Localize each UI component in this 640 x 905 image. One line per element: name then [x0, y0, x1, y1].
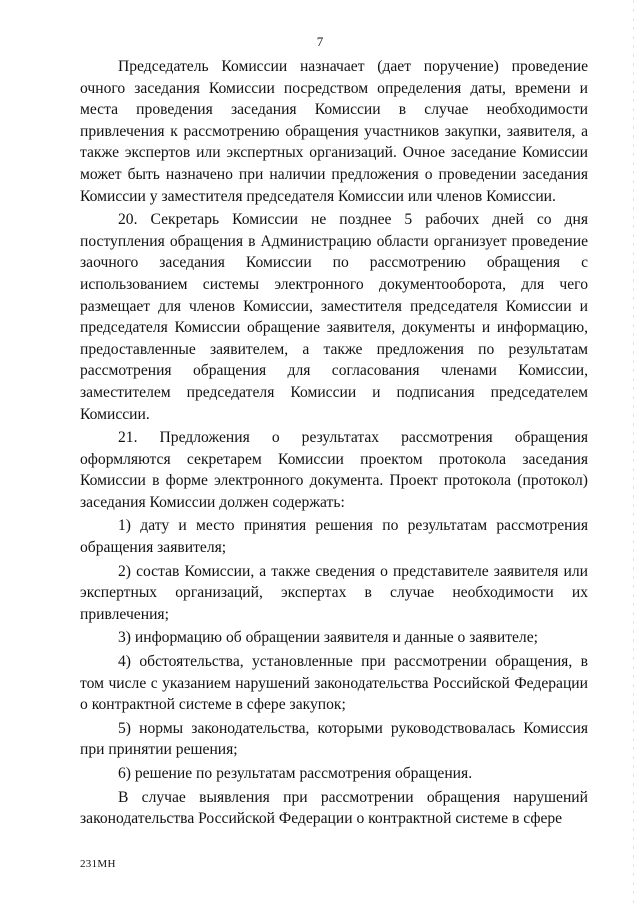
paragraph-20-secretary: 20. Секретарь Комиссии не позднее 5 рабочих дней со дня поступления обращения в Администрацию области организует проведение заочного заседания Комиссии по рассмотрению обращения с использованием системы электронного документооборота, для чего размещает для членов Комиссии, заместителя председателя Комиссии и председателя Комиссии обращение заявителя, документы и информацию, предоставленные заявителем, а также предложения по результатам рассмотрения обращения для согласования членами Комиссии, заместителем председателя Комиссии и подписания председателем Комиссии.	[80, 211, 588, 423]
list-item-3-information: 3) информацию об обращении заявителя и данные о заявителе;	[118, 629, 538, 647]
document-body	[80, 56, 588, 830]
footer-document-code: 231МН	[80, 858, 116, 870]
list-item-4-circumstances: 4) обстоятельства, установленные при рассмотрении обращения, в том числе с указанием нарушений законодательства Российской Федерации о контрактной системе в сфере закупок;	[80, 653, 588, 714]
list-item-5-legal-norms: 5) нормы законодательства, которыми руководствовалась Комиссия при принятии решения;	[80, 719, 588, 759]
list-item-2-composition: 2) состав Комиссии, а также сведения о представителе заявителя или экспертных организаций, экспертах в случае необходимости их привлечения;	[80, 562, 588, 623]
page-number: 7	[316, 34, 324, 49]
paragraph-21-proposals: 21. Предложения о результатах рассмотрения обращения оформляются секретарем Комиссии проектом протокола заседания Комиссии в форме электронного документа. Проект протокола (протокол) заседания Комиссии должен содержать:	[80, 429, 588, 511]
paragraph-violations-case: В случае выявления при рассмотрении обращения нарушений законодательства Российской Федерации о контрактной системе в сфере	[80, 788, 588, 828]
scan-edge-mark	[633, 0, 634, 905]
paragraph-chairman-meeting: Председатель Комиссии назначает (дает поручение) проведение очного заседания Комиссии посредством определения даты, времени и места проведения заседания Комиссии в случае необходимости привлечения к рассмотрению обращения участников закупки, заявителя, а также экспертов или экспертных организаций. Очное заседание Комиссии может быть назначено при наличии предложения о проведении заседания Комиссии у заместителя председателя Комиссии или членов Комиссии.	[80, 58, 588, 205]
list-item-6-decision: 6) решение по результатам рассмотрения обращения.	[118, 765, 473, 782]
list-item-1-date-place: 1) дату и место принятия решения по результатам рассмотрения обращения заявителя;	[80, 517, 588, 557]
